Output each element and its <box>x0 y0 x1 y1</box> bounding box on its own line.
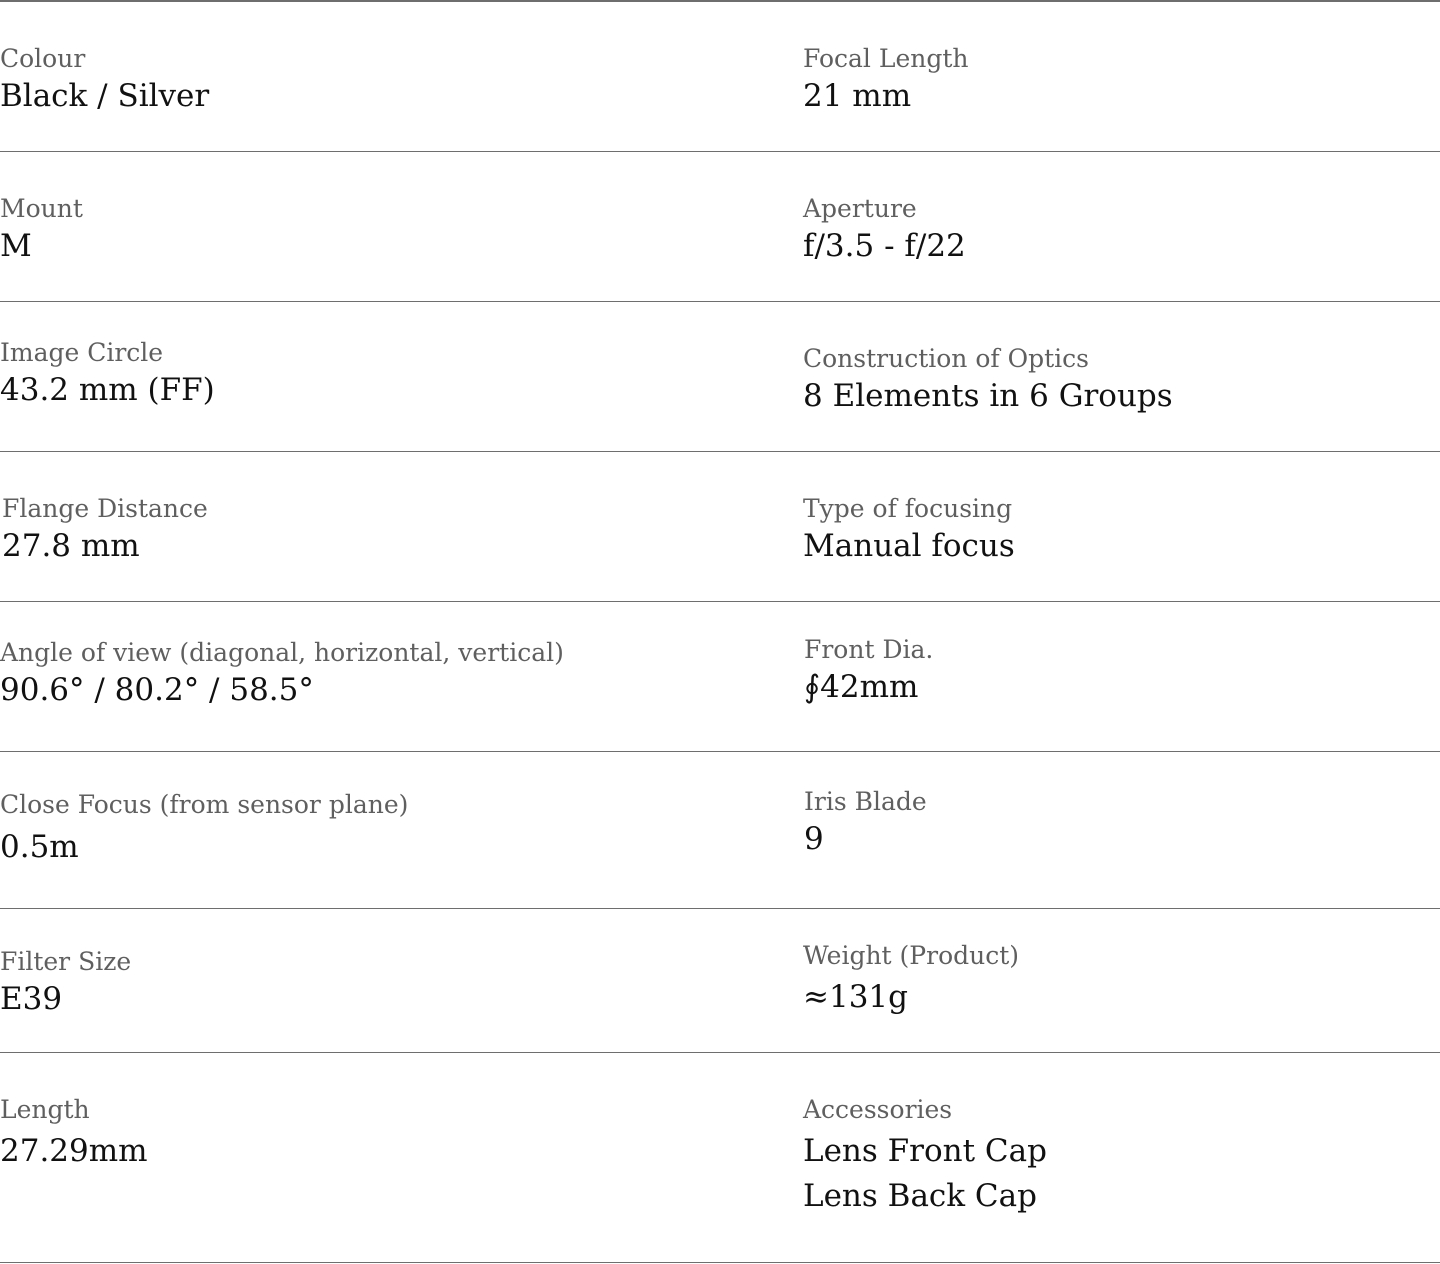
spec-label: Image Circle <box>0 338 164 367</box>
spec-angle-of-view <box>0 638 564 713</box>
spec-label: Flange Distance <box>2 494 208 523</box>
spec-label: Focal Length <box>803 44 969 73</box>
spec-close-focus <box>0 790 408 870</box>
spec-row-colour-focal <box>0 2 1440 152</box>
spec-label: Weight (Product) <box>803 941 1020 970</box>
spec-value: f/3.5 - f/22 <box>803 228 966 264</box>
spec-value: 27.29mm <box>0 1133 148 1169</box>
spec-aperture <box>803 194 966 269</box>
spec-focal-length <box>803 44 969 119</box>
spec-value: 27.8 mm <box>2 528 140 564</box>
spec-colour <box>0 44 209 119</box>
spec-row-close-focus-iris <box>0 752 1440 909</box>
accessory-item: Lens Front Cap <box>803 1133 1047 1169</box>
spec-label: Accessories <box>803 1095 953 1124</box>
spec-label: Colour <box>0 44 86 73</box>
spec-value: E39 <box>0 981 63 1017</box>
spec-value: 0.5m <box>0 829 79 865</box>
spec-value: Manual focus <box>803 528 1015 564</box>
spec-label: Angle of view (diagonal, horizontal, vertical) <box>0 638 564 667</box>
spec-row-filter-weight <box>0 909 1440 1053</box>
spec-value: Black / Silver <box>0 78 210 114</box>
spec-row-mount-aperture <box>0 152 1440 302</box>
spec-label: Aperture <box>803 194 917 223</box>
spec-value: ≈131g <box>803 979 908 1015</box>
spec-filter-size <box>0 947 131 1022</box>
spec-value: 9 <box>804 821 824 857</box>
spec-label: Length <box>0 1095 90 1124</box>
spec-type-of-focusing <box>803 494 1015 569</box>
spec-front-diameter <box>804 635 933 710</box>
spec-iris-blade <box>804 787 927 862</box>
spec-label: Front Dia. <box>804 635 934 664</box>
spec-value-list <box>803 1129 1047 1219</box>
spec-label: Mount <box>0 194 83 223</box>
spec-value: 8 Elements in 6 Groups <box>803 378 1173 414</box>
spec-flange-distance <box>2 494 208 569</box>
spec-label: Iris Blade <box>804 787 927 816</box>
spec-value: M <box>0 228 32 264</box>
spec-row-angle-front-dia <box>0 602 1440 752</box>
spec-row-flange-focusing <box>0 452 1440 602</box>
spec-value: ∮42mm <box>804 669 919 705</box>
spec-label: Type of focusing <box>803 494 1013 523</box>
spec-value: 21 mm <box>803 78 912 114</box>
spec-image-circle <box>0 338 215 413</box>
spec-value: 43.2 mm (FF) <box>0 372 215 408</box>
spec-value: 90.6° / 80.2° / 58.5° <box>0 672 314 708</box>
accessory-item: Lens Back Cap <box>803 1178 1037 1214</box>
spec-construction-of-optics <box>803 344 1173 419</box>
spec-accessories <box>803 1095 1047 1219</box>
spec-mount <box>0 194 83 269</box>
spec-weight <box>803 941 1019 1020</box>
spec-length <box>0 1095 148 1174</box>
spec-label: Filter Size <box>0 947 132 976</box>
spec-label: Construction of Optics <box>803 344 1089 373</box>
spec-row-length-accessories <box>0 1053 1440 1263</box>
spec-row-image-circle-optics <box>0 302 1440 452</box>
spec-label: Close Focus (from sensor plane) <box>0 790 409 819</box>
